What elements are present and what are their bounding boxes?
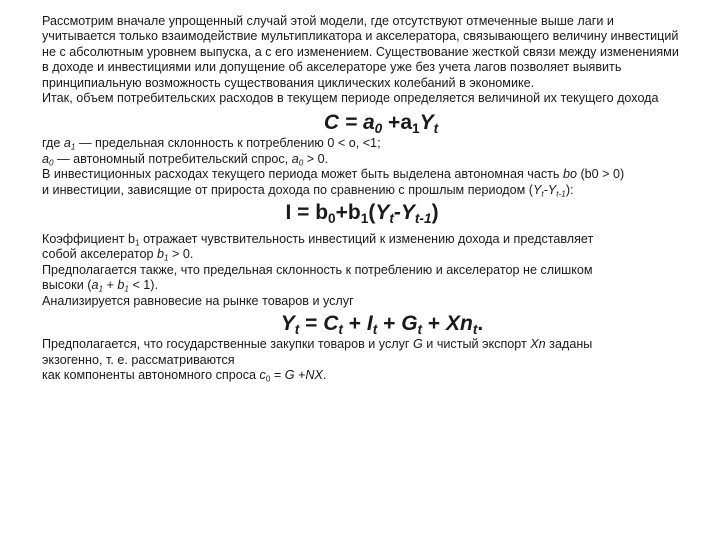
exogenous-line: экзогенно, т. е. рассматриваются bbox=[42, 352, 235, 367]
assumption-condition: высоки $(a_1 + b_1 < 1)$. bbox=[42, 278, 159, 294]
equilibrium-formula: $Y_t = C_t + I_t + G_t + Xn_t$. bbox=[280, 312, 484, 338]
consumption-intro: Итак, объем потребительских расходов в текущем периоде определяется величиной их текущего дохода bbox=[42, 91, 659, 106]
consumption-formula: $C = a_0 +a_1Y_t$ bbox=[323, 111, 439, 137]
investment-intro: В инвестиционных расходах текущего периода может быть выделена автономная часть bo (b0 > 0) bbox=[42, 167, 625, 182]
intro-paragraph: Рассмотрим вначале упрощенный случай этой модели, где отсутствуют отмеченные выше лаги и учитывается только взаимодействие мультипликатора и акселератора, связывающего величину инвестиций не с абсолютным уровнем выпуска, а с его изменением. Существование жесткой связи между изменениями в доходе и инвестициями или допущение об акселераторе уже без учета лагов позволяет выявить принципиальную возможность существования циклических колебаний в экономике. bbox=[42, 14, 679, 90]
accelerator-definition: собой акселератор $b_1 > 0$. bbox=[42, 247, 194, 263]
accelerator-coefficient: Коэффициент $b_1$ отражает чувствительность инвестиций к изменению дохода и представляет bbox=[42, 232, 594, 248]
assumption-text: Предполагается также, что предельная склонность к потреблению и акселератор не слишком bbox=[42, 262, 593, 277]
investment-dependency: и инвестиции, зависящие от прироста дохода по сравнению с прошлым периодом $(Y_t-Y_{t-1})$: bbox=[42, 182, 574, 199]
document-page bbox=[42, 14, 682, 383]
def-a0: $a_0$ — автономный потребительский спрос, $a_0 > 0$. bbox=[42, 151, 329, 168]
investment-formula: $I = b_0+b_1(Y_t-Y_{t-1})$ bbox=[285, 201, 439, 227]
def-a1: где $a_1$ — предельная склонность к потреблению 0 < о, <1; bbox=[42, 136, 381, 152]
autonomous-demand: как компоненты автономного спроса $c_0 = G +NX$. bbox=[42, 367, 327, 384]
equilibrium-intro: Анализируется равновесие на рынке товаров и услуг bbox=[42, 293, 354, 308]
exogenous-assumption: Предполагается, что государственные закупки товаров и услуг G и чистый экспорт Xn заданы bbox=[42, 337, 593, 352]
